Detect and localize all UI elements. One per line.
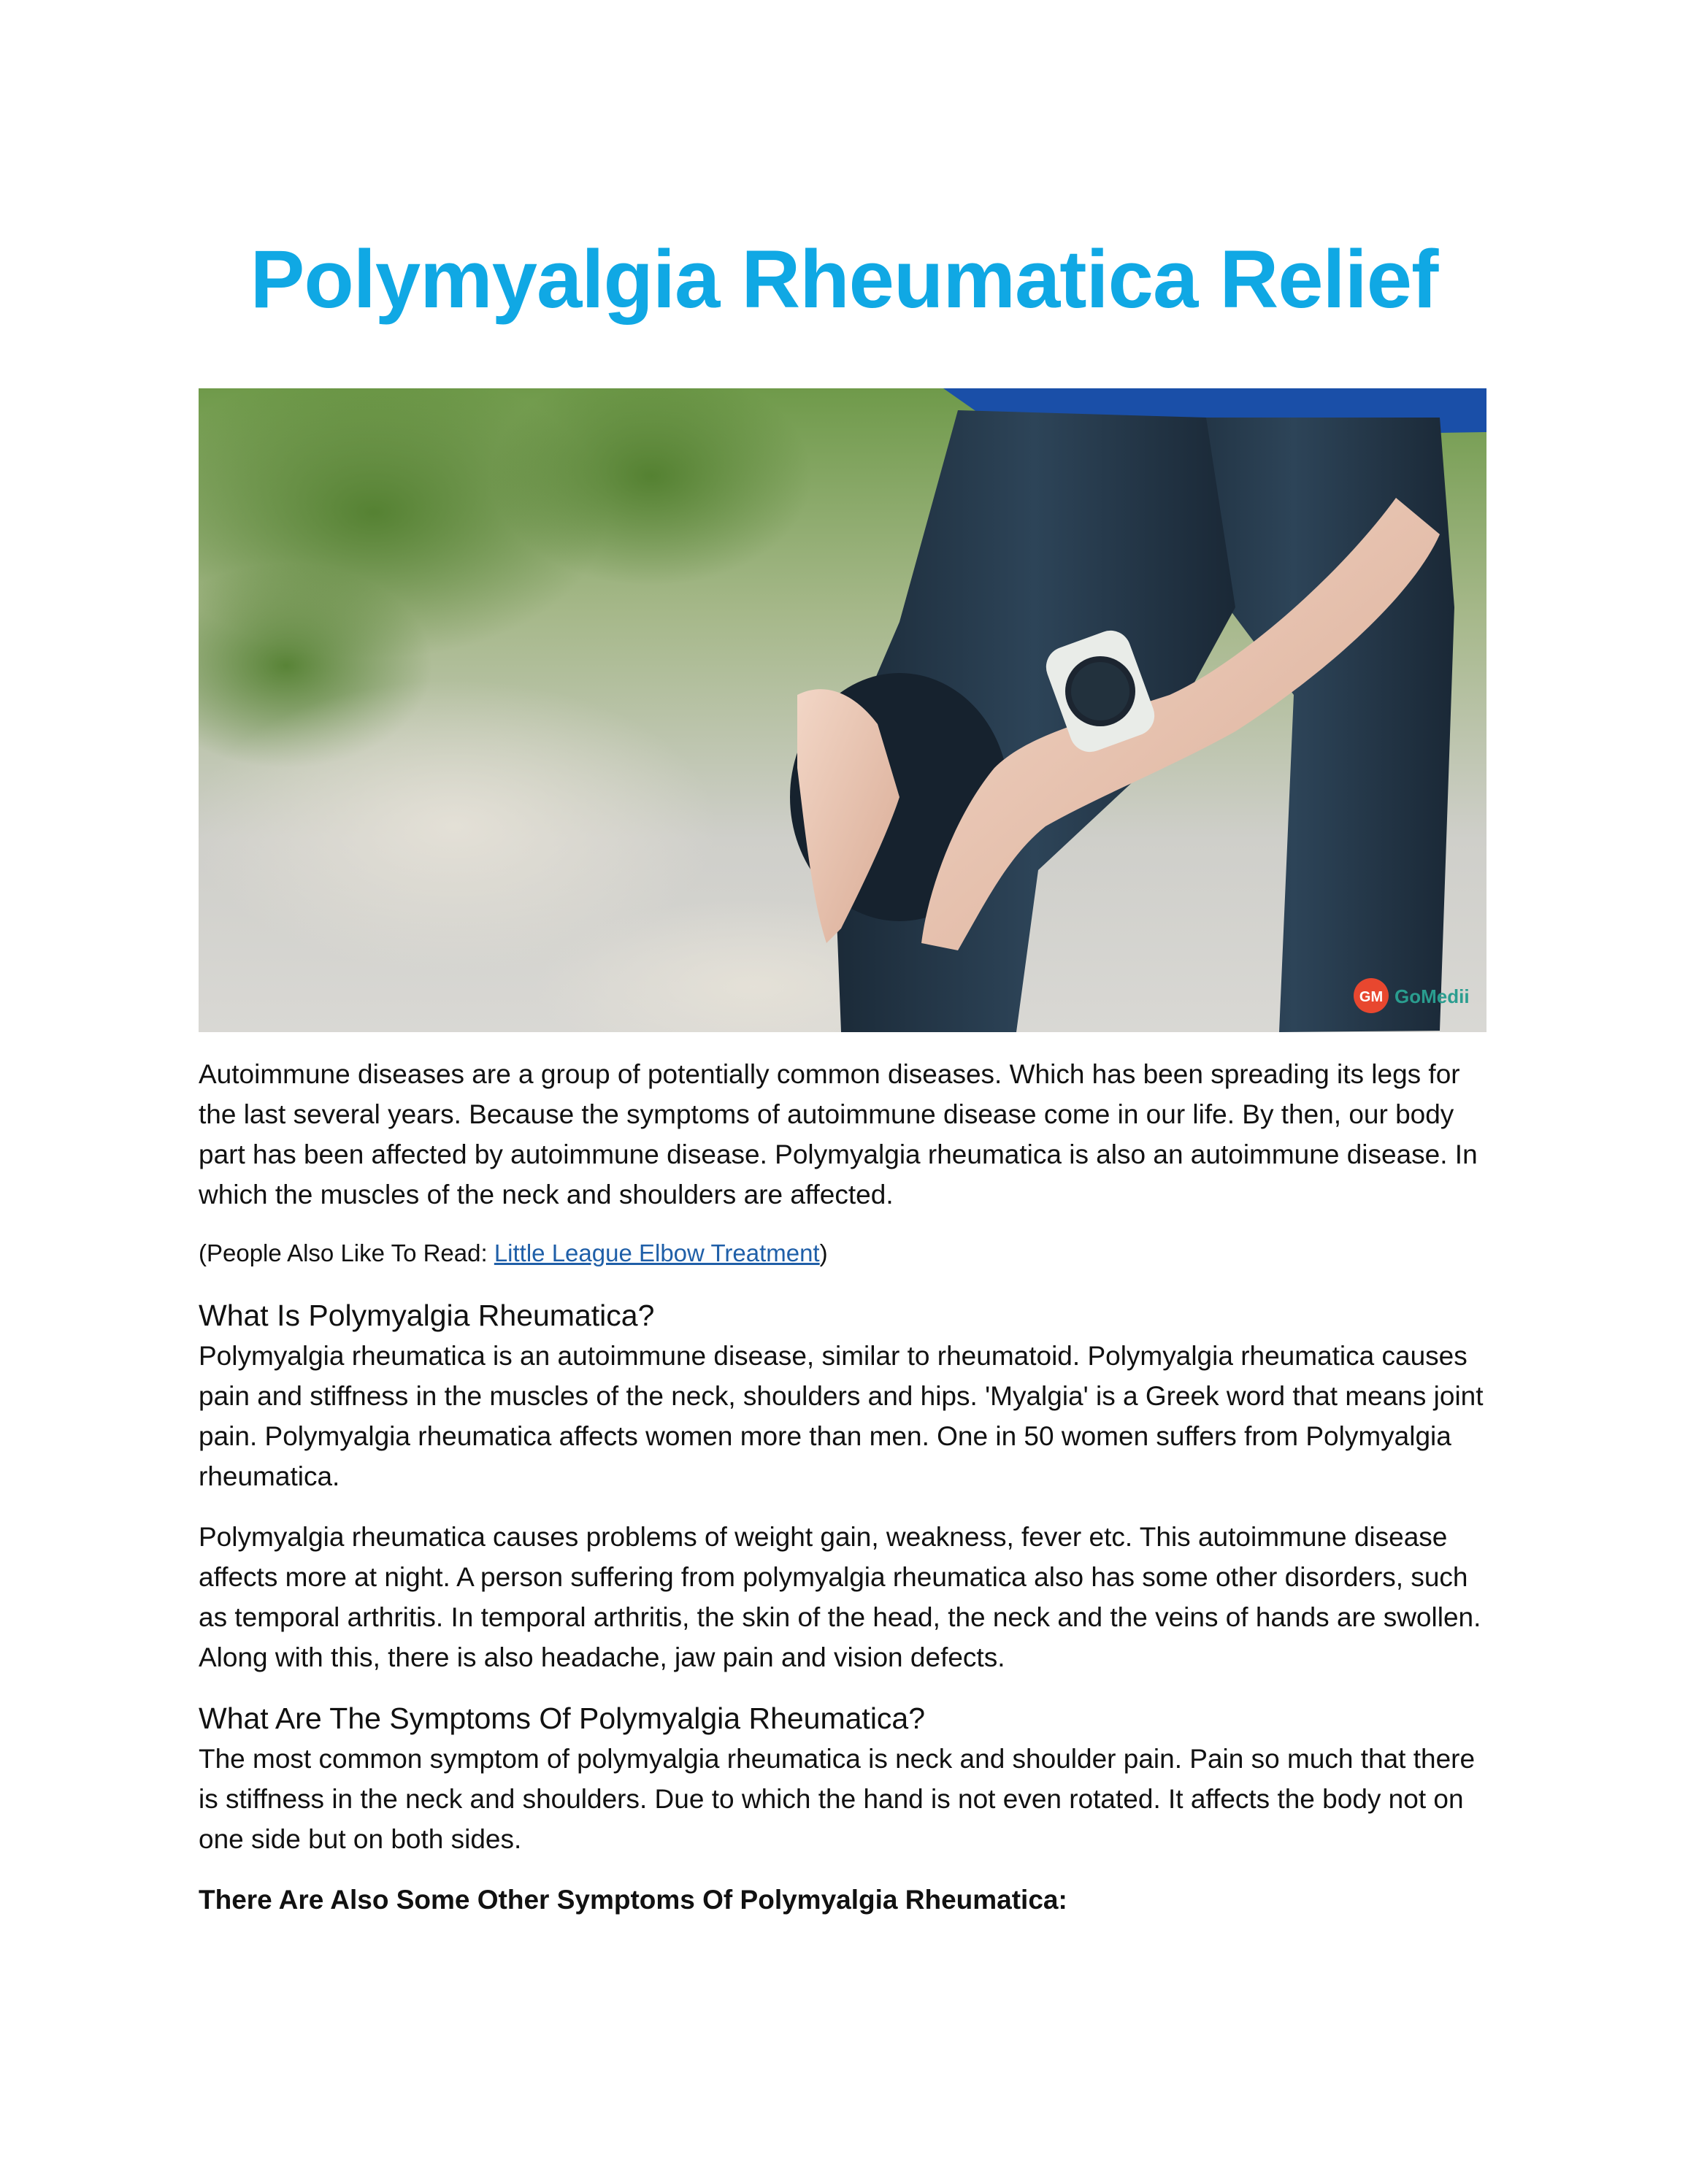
related-link[interactable]: Little League Elbow Treatment — [494, 1239, 820, 1266]
intro-paragraph: Autoimmune diseases are a group of potentially common diseases. Which has been spreading its legs for the last several years. Because the symptoms of autoimmune disease come in our life. By then, our body part has been affected by autoimmune disease. Polymyalgia rheumatica is also an autoimmune disease. In which the muscles of the neck and shoulders are affected. — [199, 1059, 1478, 1210]
related-suffix: ) — [819, 1239, 828, 1266]
related-prefix: (People Also Like To Read: — [199, 1239, 494, 1266]
svg-text:GoMedii: GoMedii — [1394, 985, 1470, 1007]
related-reading — [199, 1235, 1492, 1272]
article-body — [199, 1054, 1492, 1940]
page-title: Polymyalgia Rheumatica Relief — [250, 234, 1438, 325]
what-is-paragraph-2: Polymyalgia rheumatica causes problems of weight gain, weakness, fever etc. This autoimmune disease affects more at night. A person suffering from polymyalgia rheumatica also has some other disorders, such as temporal arthritis. In temporal arthritis, the skin of the head, the neck and the veins of hands are swollen. Along with this, there is also headache, jaw pain and vision defects. — [199, 1522, 1481, 1672]
what-is-paragraph-1: Polymyalgia rheumatica is an autoimmune disease, similar to rheumatoid. Polymyalgia rheumatica causes pain and stiffness in the muscles of the neck, shoulders and hips. 'Myalgia' is a Greek word that means joint pain. Polymyalgia rheumatica affects women more than men. One in 50 women suffers from Polymyalgia rheumatica. — [199, 1341, 1484, 1491]
hero-image — [199, 388, 1486, 1032]
svg-text:GM: GM — [1359, 989, 1384, 1005]
heading-symptoms: What Are The Symptoms Of Polymyalgia Rheumatica? — [199, 1702, 926, 1735]
symptoms-paragraph-1: The most common symptom of polymyalgia rheumatica is neck and shoulder pain. Pain so much that there is stiffness in the neck and shoulders. Due to which the hand is not even rotated. It affects the body not on one side but on both sides. — [199, 1744, 1476, 1854]
other-symptoms-heading: There Are Also Some Other Symptoms Of Polymyalgia Rheumatica: — [199, 1885, 1067, 1915]
heading-what-is: What Is Polymyalgia Rheumatica? — [199, 1299, 655, 1332]
